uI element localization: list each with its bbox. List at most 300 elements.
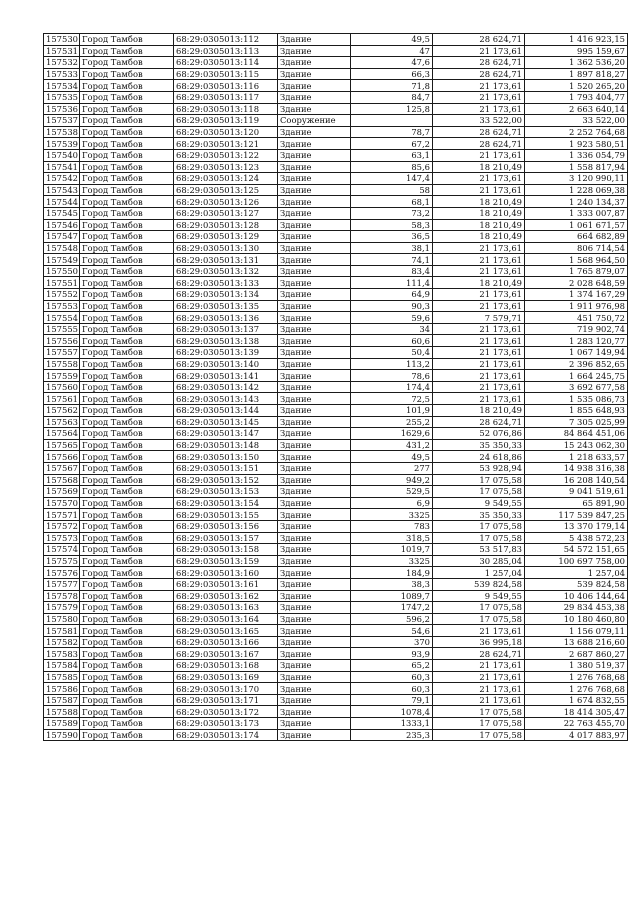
location-cell: Город Тамбов [80,405,174,417]
table-row [44,149,628,161]
area-cell: 36,5 [351,231,433,243]
location-cell: Город Тамбов [80,729,174,741]
object-type-cell: Здание [278,555,351,567]
cadastral-value-cell: 1 276 768,68 [525,671,628,683]
table-row [44,625,628,637]
specific-value-cell: 17 075,58 [433,474,525,486]
row-number-cell: 157589 [44,718,80,730]
location-cell: Город Тамбов [80,683,174,695]
object-type-cell: Здание [278,335,351,347]
row-number-cell: 157577 [44,578,80,590]
specific-value-cell: 21 173,61 [433,694,525,706]
object-type-cell: Здание [278,370,351,382]
table-row [44,428,628,440]
cadastral-value-cell: 1 156 079,11 [525,625,628,637]
area-cell: 79,1 [351,694,433,706]
cadastral-number-cell: 68:29:0305013:147 [174,428,278,440]
specific-value-cell: 21 173,61 [433,289,525,301]
row-number-cell: 157585 [44,671,80,683]
location-cell: Город Тамбов [80,381,174,393]
cadastral-number-cell: 68:29:0305013:118 [174,103,278,115]
cadastral-value-cell: 84 864 451,06 [525,428,628,440]
location-cell: Город Тамбов [80,509,174,521]
specific-value-cell: 21 173,61 [433,91,525,103]
specific-value-cell: 52 076,86 [433,428,525,440]
location-cell: Город Тамбов [80,462,174,474]
specific-value-cell: 21 173,61 [433,381,525,393]
row-number-cell: 157551 [44,277,80,289]
specific-value-cell: 21 173,61 [433,80,525,92]
area-cell [351,115,433,127]
specific-value-cell: 9 549,55 [433,497,525,509]
cadastral-number-cell: 68:29:0305013:173 [174,718,278,730]
cadastral-value-cell: 1 558 817,94 [525,161,628,173]
cadastral-number-cell: 68:29:0305013:141 [174,370,278,382]
cadastral-number-cell: 68:29:0305013:171 [174,694,278,706]
area-cell: 184,9 [351,567,433,579]
table-row [44,34,628,46]
object-type-cell: Здание [278,532,351,544]
specific-value-cell: 7 579,71 [433,312,525,324]
location-cell: Город Тамбов [80,718,174,730]
table-row [44,196,628,208]
location-cell: Город Тамбов [80,555,174,567]
cadastral-value-cell: 1 535 086,73 [525,393,628,405]
cadastral-value-cell: 1 674 832,55 [525,694,628,706]
location-cell: Город Тамбов [80,80,174,92]
specific-value-cell: 28 624,71 [433,416,525,428]
table-row [44,683,628,695]
cadastral-value-cell: 1 765 879,07 [525,265,628,277]
object-type-cell: Сооружение [278,115,351,127]
table-row [44,474,628,486]
area-cell: 255,2 [351,416,433,428]
table-row [44,80,628,92]
table-row [44,532,628,544]
cadastral-number-cell: 68:29:0305013:112 [174,34,278,46]
cadastral-number-cell: 68:29:0305013:126 [174,196,278,208]
location-cell: Город Тамбов [80,196,174,208]
specific-value-cell: 21 173,61 [433,393,525,405]
specific-value-cell: 21 173,61 [433,683,525,695]
cadastral-value-cell: 2 252 764,68 [525,126,628,138]
object-type-cell: Здание [278,80,351,92]
cadastral-value-cell: 719 902,74 [525,323,628,335]
location-cell: Город Тамбов [80,265,174,277]
area-cell: 49,5 [351,34,433,46]
table-row [44,602,628,614]
area-cell: 38,3 [351,578,433,590]
specific-value-cell: 18 210,49 [433,277,525,289]
cadastral-value-cell: 13 370 179,14 [525,520,628,532]
cadastral-value-cell: 1 218 633,57 [525,451,628,463]
cadastral-number-cell: 68:29:0305013:159 [174,555,278,567]
row-number-cell: 157552 [44,289,80,301]
area-cell: 431,2 [351,439,433,451]
location-cell: Город Тамбов [80,544,174,556]
cadastral-value-cell: 1 336 054,79 [525,149,628,161]
cadastral-number-cell: 68:29:0305013:142 [174,381,278,393]
row-number-cell: 157573 [44,532,80,544]
area-cell: 318,5 [351,532,433,544]
row-number-cell: 157563 [44,416,80,428]
specific-value-cell: 21 173,61 [433,671,525,683]
cadastral-number-cell: 68:29:0305013:122 [174,149,278,161]
cadastral-number-cell: 68:29:0305013:120 [174,126,278,138]
row-number-cell: 157536 [44,103,80,115]
specific-value-cell: 35 350,33 [433,439,525,451]
cadastral-number-cell: 68:29:0305013:167 [174,648,278,660]
cadastral-number-cell: 68:29:0305013:130 [174,242,278,254]
object-type-cell: Здание [278,242,351,254]
cadastral-number-cell: 68:29:0305013:121 [174,138,278,150]
cadastral-value-cell: 7 305 025,99 [525,416,628,428]
row-number-cell: 157578 [44,590,80,602]
object-type-cell: Здание [278,312,351,324]
cadastral-value-cell: 1 416 923,15 [525,34,628,46]
object-type-cell: Здание [278,254,351,266]
cadastral-number-cell: 68:29:0305013:144 [174,405,278,417]
area-cell: 54,6 [351,625,433,637]
object-type-cell: Здание [278,289,351,301]
cadastral-number-cell: 68:29:0305013:151 [174,462,278,474]
cadastral-number-cell: 68:29:0305013:135 [174,300,278,312]
table-row [44,520,628,532]
cadastral-value-cell: 15 243 062,30 [525,439,628,451]
location-cell: Город Тамбов [80,57,174,69]
cadastral-value-cell: 100 697 758,00 [525,555,628,567]
specific-value-cell: 18 210,49 [433,161,525,173]
location-cell: Город Тамбов [80,138,174,150]
table-row [44,370,628,382]
location-cell: Город Тамбов [80,277,174,289]
location-cell: Город Тамбов [80,312,174,324]
table-row [44,497,628,509]
table-row [44,231,628,243]
area-cell: 783 [351,520,433,532]
area-cell: 59,6 [351,312,433,324]
cadastral-value-cell: 2 687 860,27 [525,648,628,660]
row-number-cell: 157581 [44,625,80,637]
location-cell: Город Тамбов [80,335,174,347]
location-cell: Город Тамбов [80,416,174,428]
area-cell: 3325 [351,509,433,521]
row-number-cell: 157576 [44,567,80,579]
row-number-cell: 157587 [44,694,80,706]
specific-value-cell: 28 624,71 [433,34,525,46]
row-number-cell: 157558 [44,358,80,370]
table-row [44,486,628,498]
table-row [44,718,628,730]
row-number-cell: 157542 [44,173,80,185]
cadastral-value-cell: 2 028 648,59 [525,277,628,289]
row-number-cell: 157538 [44,126,80,138]
table-row [44,323,628,335]
cadastral-value-cell: 1 061 671,57 [525,219,628,231]
cadastral-value-cell: 1 897 818,27 [525,68,628,80]
location-cell: Город Тамбов [80,34,174,46]
area-cell: 60,6 [351,335,433,347]
location-cell: Город Тамбов [80,300,174,312]
table-row [44,219,628,231]
specific-value-cell: 33 522,00 [433,115,525,127]
row-number-cell: 157547 [44,231,80,243]
specific-value-cell: 21 173,61 [433,625,525,637]
row-number-cell: 157532 [44,57,80,69]
area-cell: 67,2 [351,138,433,150]
table-row [44,242,628,254]
row-number-cell: 157544 [44,196,80,208]
area-cell: 90,3 [351,300,433,312]
row-number-cell: 157586 [44,683,80,695]
location-cell: Город Тамбов [80,323,174,335]
table-row [44,567,628,579]
location-cell: Город Тамбов [80,358,174,370]
object-type-cell: Здание [278,509,351,521]
row-number-cell: 157534 [44,80,80,92]
table-row [44,729,628,741]
cadastral-number-cell: 68:29:0305013:156 [174,520,278,532]
table-row [44,671,628,683]
row-number-cell: 157550 [44,265,80,277]
cadastral-value-cell: 18 414 305,47 [525,706,628,718]
location-cell: Город Тамбов [80,636,174,648]
object-type-cell: Здание [278,161,351,173]
area-cell: 83,4 [351,265,433,277]
cadastral-value-cell: 4 017 883,97 [525,729,628,741]
area-cell: 66,3 [351,68,433,80]
object-type-cell: Здание [278,68,351,80]
area-cell: 101,9 [351,405,433,417]
row-number-cell: 157557 [44,347,80,359]
row-number-cell: 157569 [44,486,80,498]
row-number-cell: 157548 [44,242,80,254]
row-number-cell: 157584 [44,660,80,672]
table-row [44,300,628,312]
specific-value-cell: 21 173,61 [433,45,525,57]
row-number-cell: 157568 [44,474,80,486]
table-row [44,126,628,138]
location-cell: Город Тамбов [80,694,174,706]
cadastral-number-cell: 68:29:0305013:166 [174,636,278,648]
cadastral-number-cell: 68:29:0305013:150 [174,451,278,463]
object-type-cell: Здание [278,694,351,706]
object-type-cell: Здание [278,462,351,474]
cadastral-number-cell: 68:29:0305013:127 [174,207,278,219]
row-number-cell: 157566 [44,451,80,463]
area-cell: 1333,1 [351,718,433,730]
cadastral-value-cell: 14 938 316,38 [525,462,628,474]
cadastral-number-cell: 68:29:0305013:114 [174,57,278,69]
cadastral-number-cell: 68:29:0305013:162 [174,590,278,602]
area-cell: 38,1 [351,242,433,254]
cadastral-number-cell: 68:29:0305013:154 [174,497,278,509]
location-cell: Город Тамбов [80,126,174,138]
row-number-cell: 157580 [44,613,80,625]
object-type-cell: Здание [278,602,351,614]
registry-table-body [44,34,628,741]
specific-value-cell: 17 075,58 [433,729,525,741]
object-type-cell: Здание [278,636,351,648]
object-type-cell: Здание [278,474,351,486]
object-type-cell: Здание [278,149,351,161]
specific-value-cell: 21 173,61 [433,173,525,185]
row-number-cell: 157590 [44,729,80,741]
specific-value-cell: 1 257,04 [433,567,525,579]
location-cell: Город Тамбов [80,115,174,127]
specific-value-cell: 21 173,61 [433,184,525,196]
row-number-cell: 157582 [44,636,80,648]
location-cell: Город Тамбов [80,254,174,266]
location-cell: Город Тамбов [80,103,174,115]
specific-value-cell: 28 624,71 [433,68,525,80]
specific-value-cell: 21 173,61 [433,358,525,370]
table-row [44,91,628,103]
specific-value-cell: 17 075,58 [433,532,525,544]
area-cell: 49,5 [351,451,433,463]
area-cell: 3325 [351,555,433,567]
cadastral-value-cell: 1 568 964,50 [525,254,628,266]
specific-value-cell: 36 995,18 [433,636,525,648]
object-type-cell: Здание [278,439,351,451]
cadastral-number-cell: 68:29:0305013:148 [174,439,278,451]
object-type-cell: Здание [278,196,351,208]
location-cell: Город Тамбов [80,439,174,451]
area-cell: 68,1 [351,196,433,208]
cadastral-value-cell: 1 333 007,87 [525,207,628,219]
cadastral-number-cell: 68:29:0305013:129 [174,231,278,243]
cadastral-number-cell: 68:29:0305013:123 [174,161,278,173]
row-number-cell: 157560 [44,381,80,393]
location-cell: Город Тамбов [80,161,174,173]
specific-value-cell: 21 173,61 [433,660,525,672]
cadastral-value-cell: 539 824,58 [525,578,628,590]
specific-value-cell: 18 210,49 [433,219,525,231]
table-row [44,45,628,57]
row-number-cell: 157530 [44,34,80,46]
cadastral-number-cell: 68:29:0305013:143 [174,393,278,405]
area-cell: 47 [351,45,433,57]
object-type-cell: Здание [278,126,351,138]
cadastral-value-cell: 664 682,89 [525,231,628,243]
object-type-cell: Здание [278,323,351,335]
area-cell: 58,3 [351,219,433,231]
cadastral-number-cell: 68:29:0305013:145 [174,416,278,428]
object-type-cell: Здание [278,173,351,185]
specific-value-cell: 17 075,58 [433,520,525,532]
area-cell: 71,8 [351,80,433,92]
location-cell: Город Тамбов [80,242,174,254]
table-row [44,648,628,660]
object-type-cell: Здание [278,416,351,428]
document-page [43,33,628,741]
cadastral-number-cell: 68:29:0305013:139 [174,347,278,359]
cadastral-value-cell: 806 714,54 [525,242,628,254]
object-type-cell: Здание [278,590,351,602]
specific-value-cell: 18 210,49 [433,196,525,208]
specific-value-cell: 21 173,61 [433,347,525,359]
object-type-cell: Здание [278,358,351,370]
location-cell: Город Тамбов [80,149,174,161]
area-cell: 47,6 [351,57,433,69]
object-type-cell: Здание [278,718,351,730]
cadastral-value-cell: 1 911 976,98 [525,300,628,312]
cadastral-number-cell: 68:29:0305013:161 [174,578,278,590]
specific-value-cell: 21 173,61 [433,149,525,161]
cadastral-value-cell: 1 276 768,68 [525,683,628,695]
location-cell: Город Тамбов [80,578,174,590]
object-type-cell: Здание [278,520,351,532]
specific-value-cell: 53 517,83 [433,544,525,556]
location-cell: Город Тамбов [80,393,174,405]
cadastral-value-cell: 1 257,04 [525,567,628,579]
row-number-cell: 157583 [44,648,80,660]
specific-value-cell: 21 173,61 [433,242,525,254]
area-cell: 34 [351,323,433,335]
location-cell: Город Тамбов [80,45,174,57]
specific-value-cell: 17 075,58 [433,718,525,730]
location-cell: Город Тамбов [80,219,174,231]
row-number-cell: 157588 [44,706,80,718]
cadastral-value-cell: 13 688 216,60 [525,636,628,648]
row-number-cell: 157531 [44,45,80,57]
specific-value-cell: 24 618,86 [433,451,525,463]
location-cell: Город Тамбов [80,671,174,683]
specific-value-cell: 21 173,61 [433,370,525,382]
cadastral-value-cell: 117 539 847,25 [525,509,628,521]
row-number-cell: 157537 [44,115,80,127]
table-row [44,138,628,150]
object-type-cell: Здание [278,613,351,625]
row-number-cell: 157549 [44,254,80,266]
area-cell: 63,1 [351,149,433,161]
cadastral-value-cell: 33 522,00 [525,115,628,127]
area-cell: 6,9 [351,497,433,509]
row-number-cell: 157533 [44,68,80,80]
object-type-cell: Здание [278,138,351,150]
cadastral-value-cell: 1 923 580,51 [525,138,628,150]
specific-value-cell: 17 075,58 [433,706,525,718]
object-type-cell: Здание [278,660,351,672]
location-cell: Город Тамбов [80,648,174,660]
table-row [44,207,628,219]
specific-value-cell: 21 173,61 [433,254,525,266]
cadastral-number-cell: 68:29:0305013:169 [174,671,278,683]
table-row [44,312,628,324]
cadastral-value-cell: 1 380 519,37 [525,660,628,672]
object-type-cell: Здание [278,300,351,312]
object-type-cell: Здание [278,648,351,660]
cadastral-value-cell: 995 159,67 [525,45,628,57]
cadastral-number-cell: 68:29:0305013:117 [174,91,278,103]
table-row [44,184,628,196]
location-cell: Город Тамбов [80,184,174,196]
location-cell: Город Тамбов [80,590,174,602]
table-row [44,509,628,521]
cadastral-number-cell: 68:29:0305013:116 [174,80,278,92]
area-cell: 125,8 [351,103,433,115]
location-cell: Город Тамбов [80,520,174,532]
cadastral-value-cell: 65 891,90 [525,497,628,509]
area-cell: 111,4 [351,277,433,289]
cadastral-number-cell: 68:29:0305013:152 [174,474,278,486]
object-type-cell: Здание [278,625,351,637]
row-number-cell: 157559 [44,370,80,382]
row-number-cell: 157575 [44,555,80,567]
table-row [44,706,628,718]
location-cell: Город Тамбов [80,567,174,579]
area-cell: 235,3 [351,729,433,741]
